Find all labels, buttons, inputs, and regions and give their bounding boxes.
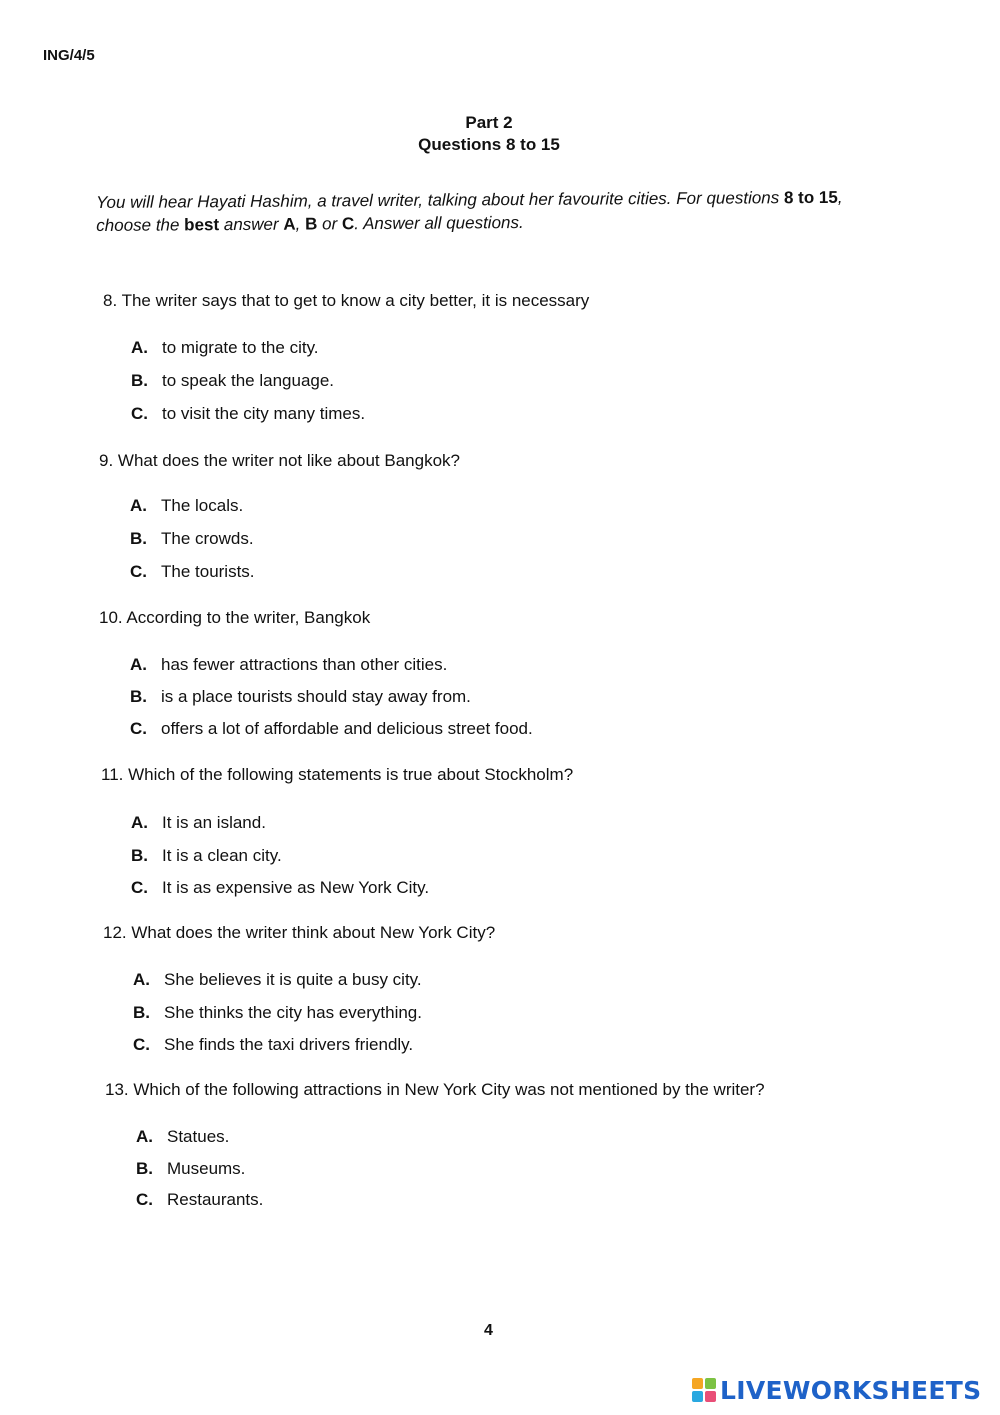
question-13-option-a[interactable]: A. Statues.: [136, 1127, 230, 1146]
brand-text: LIVEWORKSHEETS: [720, 1375, 982, 1405]
instructions-bold-a: A: [283, 214, 296, 234]
instructions-text-4: ,: [295, 214, 306, 234]
question-9-option-c[interactable]: C. The tourists.: [130, 562, 255, 581]
question-12-option-a[interactable]: A. She believes it is quite a busy city.: [133, 970, 422, 989]
instructions-text-3: answer: [219, 214, 284, 235]
part-title: Part 2: [465, 113, 513, 132]
question-8: 8. The writer says that to get to know a city better, it is necessary: [103, 291, 590, 310]
question-9-option-b[interactable]: B. The crowds.: [130, 529, 254, 548]
question-11: 11. Which of the following statements is true about Stockholm?: [101, 765, 574, 784]
instructions-bold-b: B: [305, 214, 318, 234]
question-10-option-b[interactable]: B. is a place tourists should stay away from.: [130, 687, 471, 706]
question-13-option-b[interactable]: B. Museums.: [136, 1159, 246, 1178]
instructions-bold-range: 8 to 15: [783, 187, 838, 208]
question-9-option-a[interactable]: A. The locals.: [130, 496, 244, 515]
question-10-option-c[interactable]: C. offers a lot of affordable and delicious street food.: [130, 719, 533, 738]
instructions-text-2: , choose the: [96, 187, 843, 235]
instructions-text-5: or: [317, 214, 343, 234]
question-11-option-b[interactable]: B. It is a clean city.: [131, 846, 282, 865]
question-12-option-b[interactable]: B. She thinks the city has everything.: [133, 1003, 422, 1022]
liveworksheets-logo-icon: [692, 1378, 716, 1402]
question-8-option-b[interactable]: B. to speak the language.: [131, 371, 335, 390]
question-11-option-a[interactable]: A. It is an island.: [131, 813, 266, 832]
question-13-option-c[interactable]: C. Restaurants.: [136, 1190, 264, 1209]
logo-square-1: [692, 1378, 703, 1389]
instructions-text-1: You will hear Hayati Hashim, a travel writer, talking about her favourite cities. For questions: [96, 188, 785, 212]
logo-square-2: [705, 1378, 716, 1389]
page-number: 4: [484, 1322, 493, 1339]
question-8-option-a[interactable]: A. to migrate to the city.: [131, 338, 319, 357]
question-13: 13. Which of the following attractions in New York City was not mentioned by the writer?: [105, 1080, 765, 1099]
logo-square-4: [705, 1391, 716, 1402]
questions-range-title: Questions 8 to 15: [418, 135, 560, 154]
question-8-option-c[interactable]: C. to visit the city many times.: [131, 404, 366, 423]
question-10: 10. According to the writer, Bangkok: [99, 608, 371, 627]
instructions-text-6: . Answer all questions.: [354, 213, 524, 234]
question-12-option-c[interactable]: C. She finds the taxi drivers friendly.: [133, 1035, 414, 1054]
logo-square-3: [692, 1391, 703, 1402]
instructions: [96, 185, 896, 237]
question-12: 12. What does the writer think about New York City?: [103, 923, 496, 942]
question-11-option-c[interactable]: C. It is as expensive as New York City.: [131, 878, 430, 897]
question-9: 9. What does the writer not like about Bangkok?: [99, 451, 460, 470]
document-code: ING/4/5: [43, 47, 95, 64]
liveworksheets-brand[interactable]: [692, 1376, 981, 1404]
instructions-bold-best: best: [184, 215, 220, 235]
question-10-option-a[interactable]: A. has fewer attractions than other cities.: [130, 655, 448, 674]
instructions-bold-c: C: [341, 214, 355, 234]
